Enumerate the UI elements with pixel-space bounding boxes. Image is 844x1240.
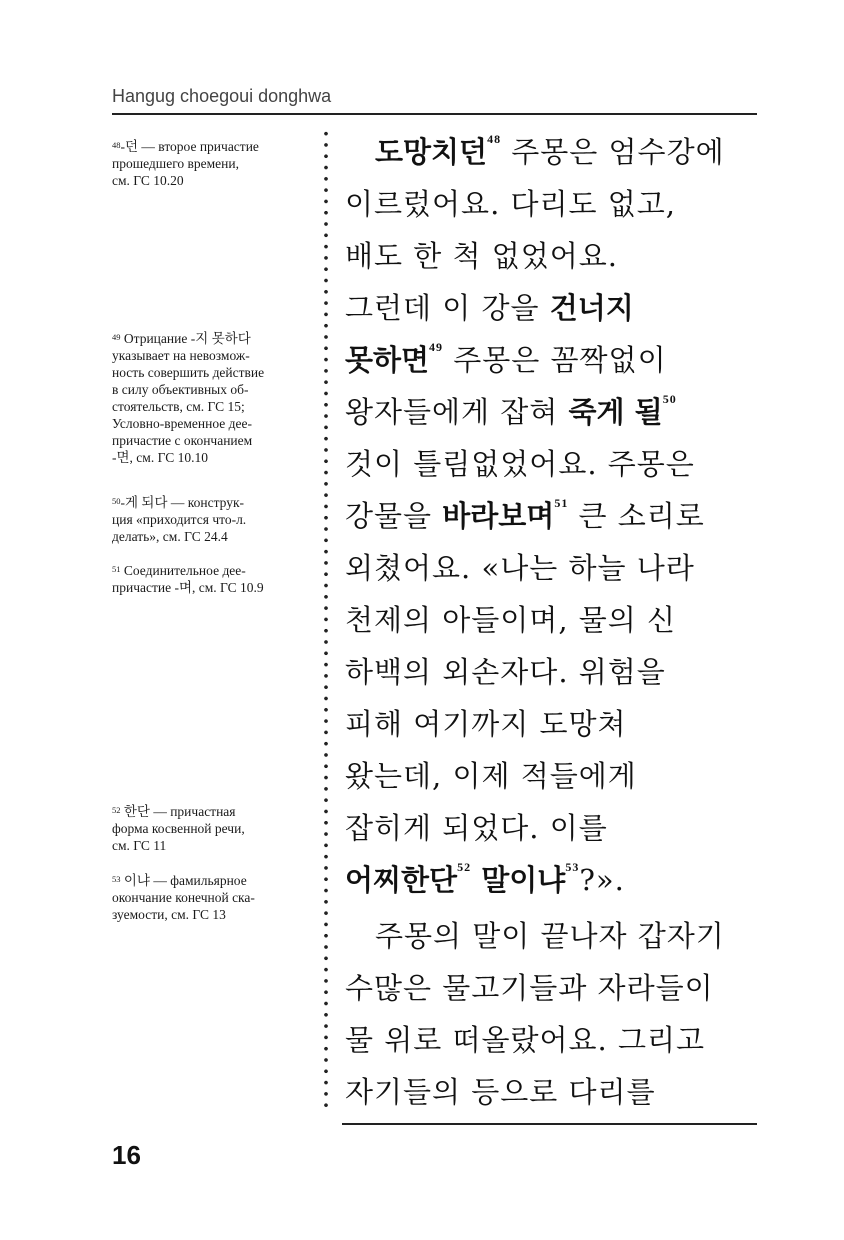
footnote-ref: 51 (554, 496, 569, 510)
footnote-line: стоятельств, см. ГС 15; (112, 399, 245, 414)
bold-word: 도망치던 (375, 135, 488, 169)
footnote-line: указывает на невозмож- (112, 348, 250, 363)
text-span: 주몽은 엄수강에 (501, 135, 725, 169)
text-line-9: 외쳤어요. «나는 하늘 나라 (345, 551, 695, 585)
footnote-48 (112, 138, 317, 189)
text-line-13: 왔는데, 이제 적들에게 (345, 759, 637, 793)
text-span: 큰 소리로 (568, 499, 705, 533)
text-span: 그런데 이 강을 (345, 291, 550, 325)
footnote-line: 한단 — причастная (123, 804, 236, 819)
footnote-ref: 52 (457, 860, 472, 874)
bottom-rule (342, 1123, 757, 1125)
text-line-17: 수많은 물고기들과 자라들이 (345, 971, 714, 1005)
text-line-7: 것이 틀림없었어요. 주몽은 (345, 447, 695, 481)
footnote-number: 53 (112, 874, 121, 884)
text-line-18: 물 위로 떠올랐어요. 그리고 (345, 1023, 706, 1057)
text-line-2: 이르렀어요. 다리도 없고, (345, 187, 677, 221)
footnote-49 (112, 330, 317, 466)
text-line-12: 피해 여기까지 도망쳐 (345, 707, 627, 741)
footnote-line: окончание конечной ска- (112, 890, 255, 905)
footnote-line: -던 — второе причастие (120, 139, 259, 154)
footnote-line: -게 되다 — конструк- (120, 495, 245, 510)
footnote-51 (112, 562, 317, 596)
running-head: Hangug choegoui donghwa (112, 86, 332, 106)
text-span: 왕자들에게 잡혀 (345, 395, 569, 429)
text-span: 주몽은 꼼짝없이 (443, 343, 667, 377)
footnote-line: см. ГС 10.20 (112, 173, 184, 188)
footnote-line: -면, см. ГС 10.10 (112, 450, 208, 465)
footnote-53 (112, 872, 317, 923)
text-line-6 (345, 390, 677, 431)
text-line-15 (345, 858, 625, 899)
footnote-50 (112, 494, 317, 545)
text-line-3: 배도 한 척 없었어요. (345, 239, 618, 273)
text-line-19: 자기들의 등으로 다리를 (345, 1075, 656, 1109)
footnote-ref: 53 (565, 860, 580, 874)
footnote-number: 48 (112, 140, 121, 150)
footnote-line: 이냐 — фамильярное (123, 873, 247, 888)
bold-word: 바라보며 (442, 499, 555, 533)
footnote-line: Отрицание -지 못하다 (123, 331, 251, 346)
text-line-5 (345, 338, 667, 379)
footnote-52 (112, 803, 317, 854)
header-rule (112, 113, 757, 115)
text-line-14: 잡히게 되었다. 이를 (345, 811, 608, 845)
footnote-line: прошедшего времени, (112, 156, 239, 171)
text-span: ?». (579, 863, 625, 897)
bold-word: 말이냐 (481, 863, 566, 897)
text-span: 강물을 (345, 499, 443, 533)
footnote-line: Соединительное дее- (123, 563, 246, 578)
footnote-number: 50 (112, 496, 121, 506)
dotted-divider (322, 128, 330, 1113)
bold-word: 어찌한단 (345, 863, 458, 897)
footnote-number: 49 (112, 332, 121, 342)
text-line-8 (345, 494, 705, 535)
bold-word: 건너지 (549, 291, 634, 325)
footnote-line: ция «приходится что-л. (112, 512, 247, 527)
footnote-line: в силу объективных об- (112, 382, 249, 397)
footnote-ref: 49 (429, 340, 444, 354)
page-number: 16 (112, 1140, 141, 1170)
text-line-10: 천제의 아들이며, 물의 신 (345, 603, 677, 637)
footnote-line: форма косвенной речи, (112, 821, 245, 836)
footnote-line: зуемости, см. ГС 13 (112, 907, 226, 922)
footnote-line: делать», см. ГС 24.4 (112, 529, 228, 544)
footnote-line: ность совершить действие (112, 365, 265, 380)
footnote-line: причастие с окончанием (112, 433, 253, 448)
footnote-number: 51 (112, 564, 121, 574)
footnote-line: причастие -며, см. ГС 10.9 (112, 580, 264, 595)
text-line-4 (345, 286, 634, 327)
text-line-1 (375, 130, 725, 171)
text-line-16: 주몽의 말이 끝나자 갑자기 (375, 919, 725, 953)
footnote-line: Условно-временное дее- (112, 416, 252, 431)
footnote-ref: 50 (662, 392, 677, 406)
footnote-number: 52 (112, 805, 121, 815)
footnote-ref: 48 (487, 132, 502, 146)
footnote-line: см. ГС 11 (112, 838, 167, 853)
bold-word: 못하면 (345, 343, 430, 377)
text-line-11: 하백의 외손자다. 위험을 (345, 655, 666, 689)
bold-word: 죽게 될 (568, 395, 663, 429)
